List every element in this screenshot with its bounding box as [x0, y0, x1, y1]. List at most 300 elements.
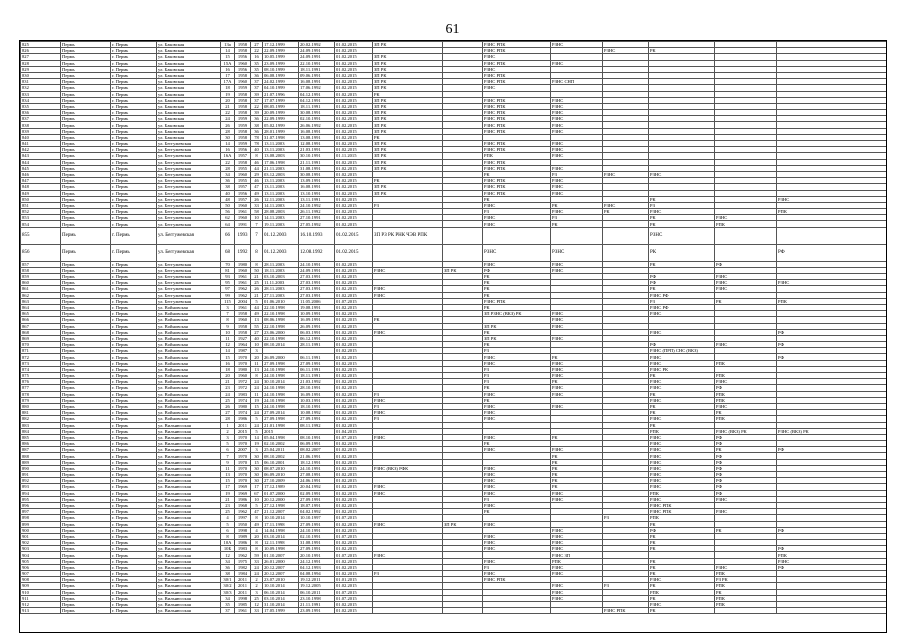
- tag-cell: РЗНС: [551, 391, 603, 397]
- tag-cell: РЗНС: [649, 459, 715, 465]
- house-number-cell: 22: [221, 110, 235, 116]
- street-cell: ул. Вильнюсская: [157, 478, 221, 484]
- tag-cell: РЗНС: [649, 478, 715, 484]
- date-1-cell: 27.12.1998: [263, 502, 299, 508]
- district-cell: Пермь: [61, 184, 111, 190]
- street-cell: ул. Беггужевская: [157, 280, 221, 286]
- count-cell: 7: [251, 227, 263, 244]
- row-number-cell: 898: [21, 515, 61, 521]
- year-cell: 1955: [235, 165, 251, 171]
- date-2-cell: 10.08.1992: [299, 410, 335, 416]
- city-cell: г. Пермь: [111, 280, 157, 286]
- date-1-cell: 26.01.2000: [263, 558, 299, 564]
- date-1-cell: 13.08.2003: [263, 153, 299, 159]
- row-number-cell: 825: [21, 42, 61, 48]
- city-cell: г. Пермь: [111, 546, 157, 552]
- date-3-cell: 01.11.2015: [335, 153, 373, 159]
- tag-cell: РЗНС: [649, 441, 715, 447]
- tag-cell: РПК: [715, 397, 777, 403]
- street-cell: ул. Вильнюсская: [157, 441, 221, 447]
- date-2-cell: 22.10.1991: [299, 60, 335, 66]
- street-cell: ул. Баковская: [157, 66, 221, 72]
- tag-cell: РЗНС: [551, 178, 603, 184]
- date-3-cell: 01.02.2015: [335, 215, 373, 221]
- date-3-cell: 01.02.2015: [335, 274, 373, 280]
- year-cell: 1980: [235, 366, 251, 372]
- row-number-cell: 852: [21, 209, 61, 215]
- tag-cell: РПК: [777, 209, 887, 215]
- year-cell: 1985: [235, 601, 251, 607]
- house-number-cell: 70: [221, 261, 235, 267]
- date-1-cell: 06.10.2014: [263, 589, 299, 595]
- house-number-cell: 50: [221, 202, 235, 208]
- year-cell: 1969: [235, 490, 251, 496]
- year-cell: 1991: [235, 221, 251, 227]
- district-cell: Пермь: [61, 391, 111, 397]
- tag-cell: РФ: [777, 527, 887, 533]
- row-number-cell: 843: [21, 153, 61, 159]
- tag-cell: РФ: [715, 261, 777, 267]
- year-cell: 1975: [235, 558, 251, 564]
- count-cell: 15: [251, 459, 263, 465]
- house-number-cell: 66: [221, 227, 235, 244]
- date-2-cell: 27.10.1991: [299, 215, 335, 221]
- row-number-cell: 831: [21, 79, 61, 85]
- house-number-cell: 22: [221, 159, 235, 165]
- date-1-cell: 14.04.1998: [263, 527, 299, 533]
- city-cell: г. Пермь: [111, 410, 157, 416]
- date-3-cell: 01.02.2015: [335, 261, 373, 267]
- tag-cell: РЗ: [483, 366, 551, 372]
- street-cell: ул. Беггужевская: [157, 153, 221, 159]
- district-cell: Пермь: [61, 428, 111, 434]
- street-cell: ул. Беггужевская: [157, 261, 221, 267]
- date-1-cell: 03.10.2014: [263, 595, 299, 601]
- district-cell: Пермь: [61, 484, 111, 490]
- count-cell: 46: [251, 178, 263, 184]
- tag-cell: РЗНС: [551, 165, 603, 171]
- date-1-cell: 21.07.1996: [263, 91, 299, 97]
- date-1-cell: 19.11.2003: [263, 221, 299, 227]
- district-cell: Пермь: [61, 54, 111, 60]
- tag-cell: [483, 227, 551, 244]
- house-number-cell: 64: [221, 221, 235, 227]
- row-number-cell: 835: [21, 103, 61, 109]
- tag-cell: РФ: [649, 527, 715, 533]
- date-3-cell: 01.02.2015: [335, 422, 373, 428]
- date-1-cell: 20.12.2007: [263, 564, 299, 570]
- year-cell: 1970: [235, 360, 251, 366]
- count-cell: 58: [251, 209, 263, 215]
- street-cell: ул. Баковская: [157, 79, 221, 85]
- year-cell: 1960: [235, 171, 251, 177]
- date-2-cell: 21.03.1991: [299, 147, 335, 153]
- tag-cell: РЗНС: [649, 311, 715, 317]
- date-3-cell: 01.02.2015: [335, 110, 373, 116]
- date-2-cell: 13.08.1991: [299, 134, 335, 140]
- street-cell: ул. Беггужевская: [157, 141, 221, 147]
- city-cell: г. Пермь: [111, 72, 157, 78]
- street-cell: ул. Войновская: [157, 403, 221, 409]
- street-cell: ул. Баковская: [157, 122, 221, 128]
- date-1-cell: 22.10.1998: [263, 335, 299, 341]
- date-1-cell: 27.09.2014: [263, 410, 299, 416]
- count-cell: 22: [251, 48, 263, 54]
- date-1-cell: 13.11.2003: [263, 141, 299, 147]
- row-number-cell: 848: [21, 184, 61, 190]
- count-cell: 33: [251, 558, 263, 564]
- date-2-cell: 16.09.1991: [299, 317, 335, 323]
- row-number-cell: 911: [21, 595, 61, 601]
- tag-cell: РЗНС: [483, 484, 551, 490]
- house-number-cell: 9: [221, 459, 235, 465]
- year-cell: 1957: [235, 153, 251, 159]
- date-3-cell: 01.02.2015: [335, 459, 373, 465]
- count-cell: 10: [251, 215, 263, 221]
- date-3-cell: 01.07.2015: [335, 533, 373, 539]
- date-2-cell: 26.11.1992: [299, 209, 335, 215]
- row-number-cell: 877: [21, 385, 61, 391]
- street-cell: ул. Вильнюсская: [157, 434, 221, 440]
- district-cell: Пермь: [61, 66, 111, 72]
- district-cell: Пермь: [61, 478, 111, 484]
- year-cell: 1960: [235, 60, 251, 66]
- city-cell: г. Пермь: [111, 509, 157, 515]
- city-cell: г. Пермь: [111, 202, 157, 208]
- row-number-cell: 913: [21, 608, 61, 614]
- count-cell: 5: [251, 502, 263, 508]
- date-1-cell: 08.10.1999: [263, 66, 299, 72]
- date-3-cell: 01.07.2015: [335, 595, 373, 601]
- row-number-cell: 892: [21, 478, 61, 484]
- tag-cell: РЗНС: [649, 601, 715, 607]
- tag-cell: РЗ РК: [715, 577, 777, 583]
- tag-cell: РФ: [777, 244, 887, 261]
- district-cell: Пермь: [61, 244, 111, 261]
- district-cell: Пермь: [61, 286, 111, 292]
- tag-cell: РЗНС: [551, 527, 603, 533]
- count-cell: 49: [251, 190, 263, 196]
- tag-cell: РЗНС РПК: [483, 165, 551, 171]
- year-cell: 1927: [235, 335, 251, 341]
- district-cell: Пермь: [61, 360, 111, 366]
- row-number-cell: 832: [21, 85, 61, 91]
- street-cell: ул. Вильнюсская: [157, 595, 221, 601]
- tag-cell: РК: [649, 546, 715, 552]
- tag-cell: РК: [649, 540, 715, 546]
- date-3-cell: 01.02.2015: [335, 292, 373, 298]
- tag-cell: РЗНС: [483, 416, 551, 422]
- date-1-cell: 27.11.2003: [263, 292, 299, 298]
- tag-cell: РФ: [715, 385, 777, 391]
- tag-cell: РЗНС: [483, 215, 551, 221]
- row-number-cell: 888: [21, 453, 61, 459]
- house-number-cell: 36: [221, 178, 235, 184]
- tag-cell: ЗП РК: [373, 103, 443, 109]
- date-2-cell: 04.08.1994: [299, 571, 335, 577]
- year-cell: 1959: [235, 85, 251, 91]
- tag-cell: РФ: [649, 274, 715, 280]
- count-cell: 47: [251, 509, 263, 515]
- house-number-cell: 14: [221, 348, 235, 354]
- tag-cell: [777, 227, 887, 244]
- count-cell: 37: [251, 79, 263, 85]
- street-cell: ул. Вильнюсская: [157, 422, 221, 428]
- row-number-cell: 845: [21, 165, 61, 171]
- count-cell: 24: [251, 571, 263, 577]
- tag-cell: РЗ: [483, 564, 551, 570]
- tag-cell: РЗНС РПК: [649, 502, 715, 508]
- tag-cell: РК: [551, 434, 603, 440]
- date-1-cell: 20.09.1999: [263, 110, 299, 116]
- date-1-cell: 11.11.2003: [263, 280, 299, 286]
- district-cell: Пермь: [61, 459, 111, 465]
- row-number-cell: 890: [21, 465, 61, 471]
- tag-cell: РПК: [483, 153, 551, 159]
- count-cell: 33: [251, 202, 263, 208]
- house-number-cell: 56: [221, 209, 235, 215]
- street-cell: ул. Беггужевская: [157, 274, 221, 280]
- house-number-cell: 9: [221, 323, 235, 329]
- district-cell: Пермь: [61, 110, 111, 116]
- count-cell: 8: [251, 540, 263, 546]
- year-cell: 1987: [235, 348, 251, 354]
- year-cell: 1974: [235, 397, 251, 403]
- date-2-cell: 18.11.1991: [299, 103, 335, 109]
- tag-cell: РК: [715, 527, 777, 533]
- city-cell: г. Пермь: [111, 48, 157, 54]
- year-cell: 1993: [235, 227, 251, 244]
- city-cell: г. Пермь: [111, 434, 157, 440]
- tag-cell: РЗ: [551, 171, 603, 177]
- date-3-cell: 01.02.2015: [335, 141, 373, 147]
- row-number-cell: 853: [21, 215, 61, 221]
- row-number-cell: 836: [21, 110, 61, 116]
- row-number-cell: 840: [21, 134, 61, 140]
- year-cell: 1989: [235, 533, 251, 539]
- tag-cell: РЗНС РФ: [649, 292, 715, 298]
- count-cell: 24: [251, 379, 263, 385]
- city-cell: г. Пермь: [111, 286, 157, 292]
- date-2-cell: 08.02.2007: [299, 447, 335, 453]
- count-cell: 50: [251, 267, 263, 273]
- date-3-cell: 01.02.2015: [335, 403, 373, 409]
- date-1-cell: 24.10.1998: [263, 403, 299, 409]
- year-cell: 1960: [235, 267, 251, 273]
- row-number-cell: 837: [21, 116, 61, 122]
- street-cell: ул. Беггужевская: [157, 202, 221, 208]
- tag-cell: РЗНС: [483, 244, 551, 261]
- date-1-cell: 01.10.2007: [263, 552, 299, 558]
- date-2-cell: 27.09.1991: [299, 521, 335, 527]
- tag-cell: ЗП РК: [373, 79, 443, 85]
- city-cell: г. Пермь: [111, 227, 157, 244]
- tag-cell: ЗП РК: [443, 521, 483, 527]
- tag-cell: РПК: [715, 221, 777, 227]
- city-cell: г. Пермь: [111, 552, 157, 558]
- city-cell: г. Пермь: [111, 171, 157, 177]
- district-cell: Пермь: [61, 348, 111, 354]
- district-cell: Пермь: [61, 153, 111, 159]
- date-1-cell: 17.06.1998: [263, 159, 299, 165]
- year-cell: 1970: [235, 453, 251, 459]
- street-cell: ул. Беггужевская: [157, 159, 221, 165]
- house-number-cell: 13: [221, 472, 235, 478]
- district-cell: Пермь: [61, 465, 111, 471]
- date-1-cell: 22.10.1998: [263, 311, 299, 317]
- street-cell: ул. Беггужевская: [157, 178, 221, 184]
- date-1-cell: 02.10.2002: [263, 441, 299, 447]
- date-3-cell: 01.07.2015: [335, 552, 373, 558]
- date-2-cell: 02.10.1991: [299, 533, 335, 539]
- count-cell: 30: [251, 465, 263, 471]
- tag-cell: РК: [551, 354, 603, 360]
- tag-cell: РЗ: [483, 209, 551, 215]
- date-2-cell: 23.09.1991: [299, 608, 335, 614]
- street-cell: ул. Войновская: [157, 304, 221, 310]
- count-cell: 8: [251, 244, 263, 261]
- date-3-cell: 01.02.2015: [335, 280, 373, 286]
- tag-cell: РЗНС РПК: [483, 147, 551, 153]
- tag-cell: РК: [715, 298, 777, 304]
- tag-cell: РК: [649, 608, 715, 614]
- date-2-cell: 31.08.1991: [299, 540, 335, 546]
- tag-cell: РЗНС: [551, 564, 603, 570]
- year-cell: 2011: [235, 577, 251, 583]
- year-cell: 1961: [235, 608, 251, 614]
- tag-cell: РФ: [777, 329, 887, 335]
- count-cell: 30: [251, 453, 263, 459]
- date-3-cell: 01.02.2015: [335, 379, 373, 385]
- district-cell: Пермь: [61, 122, 111, 128]
- tag-cell: ЗП РК: [483, 335, 551, 341]
- year-cell: 1950: [235, 521, 251, 527]
- tag-cell: РЗНС: [649, 453, 715, 459]
- tag-cell: РК: [483, 292, 551, 298]
- district-cell: Пермь: [61, 496, 111, 502]
- tag-cell: РЗНС: [551, 116, 603, 122]
- house-number-cell: 95: [221, 280, 235, 286]
- count-cell: 30: [251, 472, 263, 478]
- count-cell: 21: [251, 274, 263, 280]
- date-3-cell: 01.02.2015: [335, 221, 373, 227]
- date-3-cell: 01.02.2015: [335, 360, 373, 366]
- house-number-cell: 15А: [221, 60, 235, 66]
- district-cell: Пермь: [61, 571, 111, 577]
- count-cell: 29: [251, 171, 263, 177]
- tag-cell: РФ: [715, 478, 777, 484]
- tag-cell: РФ: [777, 546, 887, 552]
- row-number-cell: 864: [21, 304, 61, 310]
- date-3-cell: 01.02.2015: [335, 128, 373, 134]
- date-2-cell: 26.09.1991: [299, 323, 335, 329]
- row-number-cell: 870: [21, 342, 61, 348]
- tag-cell: РЗ: [373, 416, 443, 422]
- date-1-cell: 01.12.2003: [263, 227, 299, 244]
- date-1-cell: 01.07.2000: [263, 490, 299, 496]
- count-cell: 2: [251, 577, 263, 583]
- tag-cell: РК: [551, 465, 603, 471]
- city-cell: г. Пермь: [111, 165, 157, 171]
- house-number-cell: 26: [221, 403, 235, 409]
- count-cell: 40: [251, 335, 263, 341]
- tag-cell: РЗНС: [551, 447, 603, 453]
- year-cell: 1980: [235, 403, 251, 409]
- count-cell: 26: [251, 196, 263, 202]
- tag-cell: ЗП РК: [373, 153, 443, 159]
- row-number-cell: 854: [21, 221, 61, 227]
- row-number-cell: 894: [21, 490, 61, 496]
- tag-cell: РФ: [777, 342, 887, 348]
- district-cell: Пермь: [61, 178, 111, 184]
- row-number-cell: 912: [21, 601, 61, 607]
- year-cell: 1998: [235, 595, 251, 601]
- row-number-cell: 907: [21, 571, 61, 577]
- city-cell: г. Пермь: [111, 244, 157, 261]
- year-cell: 2007: [235, 447, 251, 453]
- date-2-cell: 20.10.1991: [299, 552, 335, 558]
- tag-cell: РЗНС: [551, 141, 603, 147]
- tag-cell: РК: [715, 589, 777, 595]
- city-cell: г. Пермь: [111, 379, 157, 385]
- tag-cell: РЗНС: [483, 261, 551, 267]
- year-cell: 1956: [235, 54, 251, 60]
- count-cell: 5: [251, 428, 263, 434]
- tag-cell: РФ: [715, 465, 777, 471]
- date-3-cell: 01.07.2015: [335, 589, 373, 595]
- house-number-cell: 36: [221, 564, 235, 570]
- city-cell: г. Пермь: [111, 527, 157, 533]
- tag-cell: РЗНС: [777, 558, 887, 564]
- date-1-cell: 03.10.2003: [263, 274, 299, 280]
- count-cell: 78: [251, 134, 263, 140]
- city-cell: г. Пермь: [111, 601, 157, 607]
- tag-cell: ЗП РЗ РК РНК ЧЭВ РПК: [373, 227, 443, 244]
- city-cell: г. Пермь: [111, 540, 157, 546]
- district-cell: Пермь: [61, 601, 111, 607]
- year-cell: 1958: [235, 329, 251, 335]
- tag-cell: РФ: [649, 280, 715, 286]
- tag-cell: РЗНС: [373, 292, 443, 298]
- city-cell: г. Пермь: [111, 116, 157, 122]
- street-cell: ул. Вильнюсская: [157, 502, 221, 508]
- count-cell: 67: [251, 490, 263, 496]
- year-cell: 1970: [235, 465, 251, 471]
- date-3-cell: 01.02.2015: [335, 447, 373, 453]
- city-cell: г. Пермь: [111, 373, 157, 379]
- date-1-cell: 03.10.2014: [263, 533, 299, 539]
- tag-cell: РЗНС: [649, 360, 715, 366]
- city-cell: г. Пермь: [111, 354, 157, 360]
- district-cell: Пермь: [61, 410, 111, 416]
- row-number-cell: 876: [21, 379, 61, 385]
- count-cell: 4: [251, 527, 263, 533]
- row-number-cell: 875: [21, 373, 61, 379]
- tag-cell: РЗНС: [483, 202, 551, 208]
- count-cell: 3: [251, 589, 263, 595]
- date-3-cell: 01.02.2015: [335, 416, 373, 422]
- date-2-cell: 26.06.1992: [299, 122, 335, 128]
- date-3-cell: 01.02.2015: [335, 244, 373, 261]
- house-number-cell: 12: [221, 342, 235, 348]
- house-number-cell: 11: [221, 335, 235, 341]
- date-3-cell: 01.02.2015: [335, 502, 373, 508]
- tag-cell: РЗНС: [649, 354, 715, 360]
- row-number-cell: 895: [21, 496, 61, 502]
- house-number-cell: 30: [221, 134, 235, 140]
- date-3-cell: 01.02.2015: [335, 335, 373, 341]
- row-number-cell: 879: [21, 397, 61, 403]
